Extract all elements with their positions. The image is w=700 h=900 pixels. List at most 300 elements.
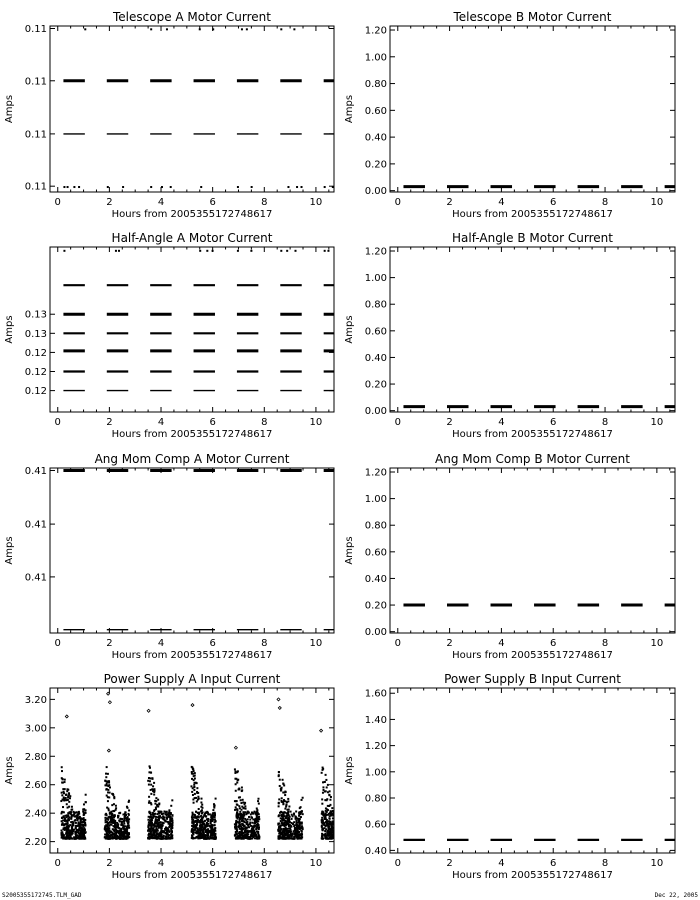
data-point (107, 800, 109, 802)
data-point (79, 824, 81, 826)
data-point (155, 800, 157, 802)
data-point (170, 833, 172, 835)
data-point (325, 833, 327, 835)
y-tick-label: 0.40 (364, 132, 387, 144)
data-point (206, 250, 208, 252)
data-point (278, 835, 280, 837)
data-point (239, 828, 241, 830)
data-point (327, 805, 329, 807)
data-point (71, 808, 73, 810)
x-tick-label: 4 (498, 417, 505, 428)
data-point (127, 823, 129, 825)
data-point (235, 831, 237, 833)
data-point (238, 832, 240, 834)
data-point (105, 827, 107, 829)
data-point (245, 827, 247, 829)
data-point (200, 186, 202, 188)
data-point (65, 797, 67, 799)
data-point (343, 838, 345, 840)
data-point (108, 836, 110, 838)
data-series (63, 250, 345, 391)
data-point (340, 836, 342, 838)
data-point (107, 186, 109, 188)
data-point (335, 827, 337, 829)
y-tick-label: 2.40 (24, 808, 47, 820)
data-point (203, 838, 205, 840)
chart-title: Half-Angle A Motor Current (111, 231, 273, 245)
data-point (329, 799, 331, 801)
data-point (326, 811, 328, 813)
data-point (336, 816, 338, 818)
data-point (342, 830, 344, 832)
data-point (245, 819, 247, 821)
chart-title: Power Supply B Input Current (444, 672, 621, 686)
data-point (281, 787, 283, 789)
data-point (201, 820, 203, 822)
data-point (299, 822, 301, 824)
data-point (337, 814, 339, 816)
data-point (105, 813, 107, 815)
data-point (341, 829, 343, 831)
data-point (62, 799, 64, 801)
data-point (78, 812, 80, 814)
data-point (341, 824, 343, 826)
data-point (329, 794, 331, 796)
data-point (340, 837, 342, 839)
data-point (171, 799, 173, 801)
outlier-point (108, 701, 111, 704)
data-point (115, 809, 117, 811)
data-point (148, 784, 150, 786)
data-point (70, 811, 72, 813)
data-point (339, 817, 341, 819)
data-point (336, 837, 338, 839)
x-tick-label: 8 (261, 417, 268, 428)
data-point (147, 825, 149, 827)
data-point (235, 790, 237, 792)
x-tick-label: 2 (106, 858, 113, 869)
data-point (332, 822, 334, 824)
data-point (190, 785, 192, 787)
data-point (257, 812, 259, 814)
data-point (252, 830, 254, 832)
x-tick-label: 2 (106, 417, 113, 428)
x-tick-label: 6 (550, 417, 557, 428)
data-point (194, 775, 196, 777)
data-point (148, 821, 150, 823)
data-point (247, 833, 249, 835)
data-point (69, 797, 71, 799)
data-point (152, 828, 154, 830)
data-point (344, 812, 346, 814)
data-point (122, 186, 124, 188)
y-tick-label: 0.40 (364, 352, 387, 364)
y-tick-label: 1.00 (364, 273, 387, 285)
data-point (281, 814, 283, 816)
data-point (153, 782, 155, 784)
data-point (340, 817, 342, 819)
data-point (195, 782, 197, 784)
y-tick-label: 0.11 (24, 23, 47, 35)
data-point (342, 807, 344, 809)
data-point (339, 831, 341, 833)
data-point (212, 812, 214, 814)
data-point (117, 815, 119, 817)
data-point (332, 835, 334, 837)
data-point (211, 826, 213, 828)
data-point (75, 822, 77, 824)
data-point (71, 833, 73, 835)
chart-title: Telescope A Motor Current (113, 10, 271, 24)
data-point (342, 815, 344, 817)
data-point (336, 823, 338, 825)
data-point (342, 830, 344, 832)
data-point (292, 823, 294, 825)
data-point (342, 831, 344, 833)
data-point (107, 808, 109, 810)
data-point (66, 803, 68, 805)
data-point (343, 820, 345, 822)
data-point (79, 827, 81, 829)
y-tick-label: 0.41 (24, 519, 47, 531)
data-point (325, 779, 327, 781)
data-point (105, 776, 107, 778)
data-point (241, 789, 243, 791)
data-point (287, 798, 289, 800)
data-point (342, 817, 344, 819)
data-point (150, 186, 152, 188)
data-point (192, 773, 194, 775)
data-point (113, 837, 115, 839)
data-point (343, 834, 345, 836)
data-point (213, 829, 215, 831)
data-point (341, 828, 343, 830)
data-point (64, 818, 66, 820)
data-point (345, 818, 347, 820)
data-point (84, 28, 86, 30)
data-point (342, 813, 344, 815)
data-point (84, 822, 86, 824)
data-point (332, 810, 334, 812)
data-point (344, 826, 346, 828)
data-point (157, 799, 159, 801)
data-point (251, 822, 253, 824)
data-point (148, 833, 150, 835)
chart-panel (4, 452, 345, 661)
data-point (61, 794, 63, 796)
data-point (191, 836, 193, 838)
y-axis-label: Amps (4, 536, 15, 565)
data-point (63, 186, 65, 188)
data-point (321, 819, 323, 821)
y-tick-label: 2.80 (24, 751, 47, 763)
data-point (301, 825, 303, 827)
data-point (340, 186, 342, 188)
data-point (192, 768, 194, 770)
data-point (246, 28, 248, 30)
data-point (67, 795, 69, 797)
data-point (280, 828, 282, 830)
data-point (160, 824, 162, 826)
data-point (128, 814, 130, 816)
data-point (321, 833, 323, 835)
data-point (128, 827, 130, 829)
data-point (334, 837, 336, 839)
data-point (122, 838, 124, 840)
data-point (235, 815, 237, 817)
data-point (150, 789, 152, 791)
plot-frame (50, 26, 334, 192)
y-tick-label: 2.60 (24, 780, 47, 792)
data-point (340, 837, 342, 839)
data-point (194, 797, 196, 799)
data-point (342, 829, 344, 831)
y-tick-label: 1.20 (364, 25, 387, 37)
data-point (322, 769, 324, 771)
data-point (337, 837, 339, 839)
data-point (286, 803, 288, 805)
y-axis-label: Amps (344, 756, 355, 785)
data-point (282, 791, 284, 793)
data-point (300, 816, 302, 818)
data-point (212, 250, 214, 252)
data-point (63, 792, 65, 794)
data-point (85, 801, 87, 803)
data-point (85, 812, 87, 814)
data-point (329, 804, 331, 806)
data-point (337, 836, 339, 838)
x-tick-label: 2 (106, 638, 113, 649)
chart-title: Power Supply A Input Current (103, 672, 281, 686)
chart-title: Ang Mom Comp B Motor Current (435, 452, 630, 466)
data-point (193, 821, 195, 823)
data-point (201, 836, 203, 838)
data-point (277, 830, 279, 832)
y-tick-label: 1.00 (364, 52, 387, 64)
x-tick-label: 4 (157, 417, 165, 428)
data-point (241, 806, 243, 808)
data-point (256, 831, 258, 833)
data-point (342, 818, 344, 820)
outlier-point (320, 729, 323, 732)
data-point (212, 819, 214, 821)
data-point (321, 829, 323, 831)
data-point (342, 828, 344, 830)
data-point (258, 816, 260, 818)
x-tick-label: 6 (209, 197, 216, 208)
data-point (166, 28, 168, 30)
y-tick-label: 0.00 (364, 406, 387, 418)
data-point (111, 804, 113, 806)
data-point (156, 830, 158, 832)
data-point (84, 824, 86, 826)
data-point (149, 830, 151, 832)
x-tick-label: 10 (650, 638, 664, 649)
data-point (121, 818, 123, 820)
data-point (341, 837, 343, 839)
data-point (126, 806, 128, 808)
data-point (337, 814, 339, 816)
data-point (154, 809, 156, 811)
data-point (288, 814, 290, 816)
x-axis-label: Hours from 2005355172748617 (111, 870, 273, 881)
data-point (240, 799, 242, 801)
data-point (78, 837, 80, 839)
data-point (283, 800, 285, 802)
data-point (200, 801, 202, 803)
data-point (339, 826, 341, 828)
data-point (336, 836, 338, 838)
data-point (168, 834, 170, 836)
data-point (282, 783, 284, 785)
data-point (215, 820, 217, 822)
data-point (192, 813, 194, 815)
data-point (338, 837, 340, 839)
data-point (151, 822, 153, 824)
data-point (111, 814, 113, 816)
data-point (301, 830, 303, 832)
data-point (341, 833, 343, 835)
y-tick-label: 1.20 (364, 246, 387, 258)
data-point (282, 803, 284, 805)
data-point (205, 812, 207, 814)
x-tick-label: 0 (54, 197, 61, 208)
data-point (171, 820, 173, 822)
data-point (325, 774, 327, 776)
y-axis-label: Amps (4, 94, 15, 124)
data-point (168, 823, 170, 825)
data-point (168, 812, 170, 814)
data-point (284, 834, 286, 836)
data-point (109, 821, 111, 823)
y-axis-label: Amps (344, 536, 355, 565)
data-point (288, 838, 290, 840)
data-point (323, 822, 325, 824)
y-tick-label: 0.80 (364, 79, 387, 91)
data-point (150, 28, 152, 30)
data-point (199, 827, 201, 829)
data-point (295, 834, 297, 836)
data-point (105, 773, 107, 775)
data-point (82, 818, 84, 820)
x-tick-label: 0 (394, 197, 401, 208)
x-tick-label: 10 (650, 858, 664, 869)
data-point (334, 812, 336, 814)
data-point (343, 832, 345, 834)
data-point (278, 802, 280, 804)
data-point (63, 824, 65, 826)
data-point (200, 798, 202, 800)
data-point (339, 837, 341, 839)
data-point (327, 833, 329, 835)
data-point (201, 809, 203, 811)
data-series (63, 470, 345, 629)
y-tick-label: 0.60 (364, 105, 387, 117)
data-point (249, 831, 251, 833)
x-tick-label: 10 (650, 197, 664, 208)
data-point (214, 813, 216, 815)
y-tick-label: 3.00 (24, 723, 47, 735)
data-point (290, 811, 292, 813)
data-point (336, 822, 338, 824)
data-point (324, 834, 326, 836)
data-point (158, 821, 160, 823)
data-point (234, 835, 236, 837)
data-point (338, 819, 340, 821)
data-point (199, 28, 201, 30)
data-point (238, 788, 240, 790)
data-point (61, 766, 63, 768)
outlier-point (191, 704, 194, 707)
data-point (110, 817, 112, 819)
data-point (239, 813, 241, 815)
data-point (337, 828, 339, 830)
x-tick-label: 2 (446, 858, 453, 869)
data-point (149, 780, 151, 782)
data-point (113, 816, 115, 818)
data-point (235, 808, 237, 810)
plot-frame (390, 26, 675, 192)
plot-frame (50, 247, 334, 412)
x-tick-label: 4 (498, 197, 505, 208)
data-point (324, 250, 326, 252)
data-point (280, 789, 282, 791)
data-point (241, 28, 243, 30)
data-point (118, 830, 120, 832)
data-point (213, 815, 215, 817)
data-point (127, 825, 129, 827)
data-point (245, 808, 247, 810)
data-point (336, 831, 338, 833)
data-point (327, 809, 329, 811)
data-point (235, 838, 237, 840)
data-point (128, 809, 130, 811)
data-point (279, 785, 281, 787)
data-point (123, 831, 125, 833)
data-point (335, 827, 337, 829)
data-point (62, 806, 64, 808)
data-point (113, 797, 115, 799)
data-point (114, 826, 116, 828)
chart-panel (344, 672, 686, 881)
data-point (239, 796, 241, 798)
data-point (211, 837, 213, 839)
data-point (299, 813, 301, 815)
data-point (239, 825, 241, 827)
footer-date: Dec 22, 2005 (654, 892, 698, 899)
data-point (345, 835, 347, 837)
x-tick-label: 4 (157, 197, 165, 208)
data-point (335, 822, 337, 824)
data-point (207, 828, 209, 830)
data-point (76, 825, 78, 827)
data-point (68, 837, 70, 839)
data-point (149, 811, 151, 813)
data-point (85, 809, 87, 811)
data-point (106, 821, 108, 823)
data-point (344, 818, 346, 820)
data-point (108, 809, 110, 811)
data-point (340, 834, 342, 836)
data-point (343, 834, 345, 836)
x-axis-label: Hours from 2005355172748617 (452, 429, 613, 440)
data-point (344, 835, 346, 837)
data-point (234, 826, 236, 828)
y-axis-label: Amps (344, 315, 355, 344)
data-point (109, 792, 111, 794)
data-point (75, 815, 77, 817)
data-point (67, 812, 69, 814)
